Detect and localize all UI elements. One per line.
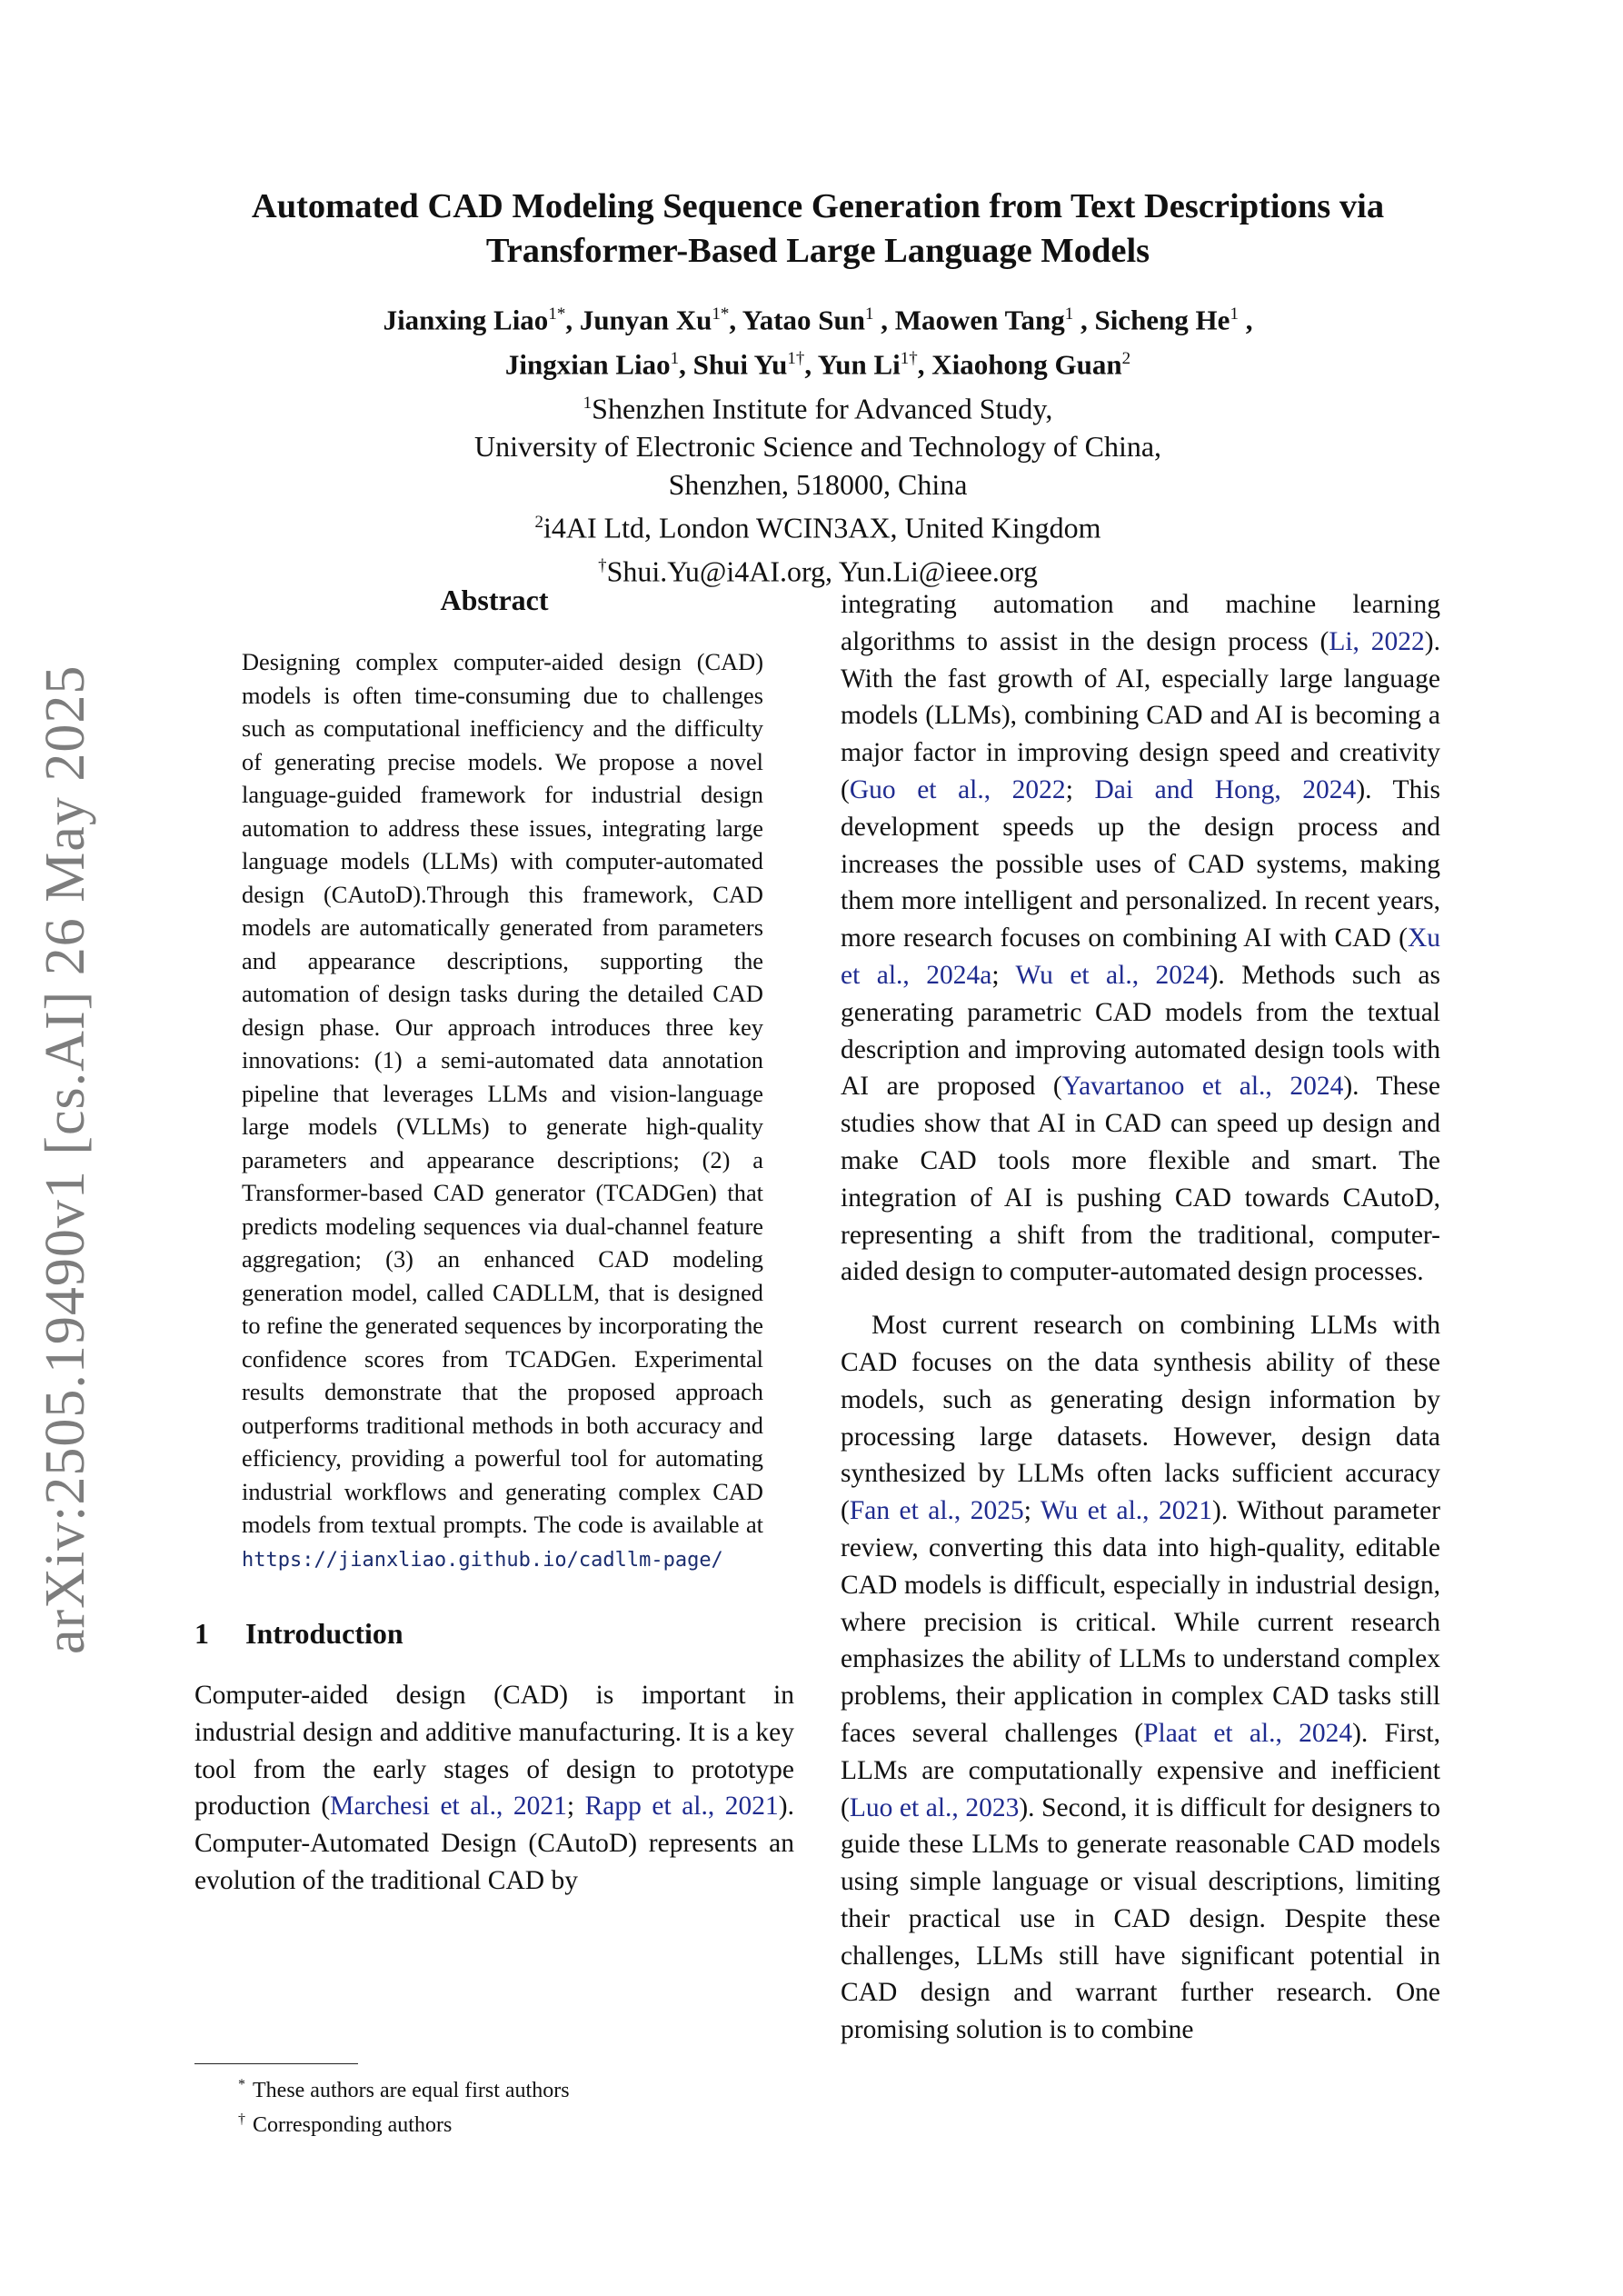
footnote-divider <box>194 2063 358 2064</box>
text-run: ). With the fast growth of AI, especially large language models (LLMs), combining CAD and AI is becoming a major factor in improving design speed and creativity ( <box>841 626 1440 804</box>
author-list <box>182 294 1454 384</box>
author-line-1: Jianxing Liao$^{1*}$, Junyan $Xu^{1*}$, Yatao Sun$^1$ , Maowen Tang$^1$ , Sicheng He$^1$ , <box>383 304 1253 336</box>
citation-link[interactable]: Wu et al., 2024 <box>1015 960 1210 990</box>
footnote-text: These authors are equal first authors <box>253 2079 570 2102</box>
left-column <box>194 582 794 1900</box>
title-line-2: Transformer-Based Large Language Models <box>485 232 1150 270</box>
paper-title <box>182 185 1454 274</box>
text-run: ). This development speeds up the design process and increases the possible uses of CAD systems, making them more intelligent and personalized. In recent years, more research focuses on combining AI with CAD ( <box>841 774 1440 953</box>
footnotes <box>238 2071 570 2140</box>
author-line-2: Jingxian Liao$^1$, Shui $Yu^{1\dagger}$, Yun $Li^{1\dagger}$, Xiaohong Guan$^2$ <box>504 348 1131 381</box>
citation-link[interactable]: Fan et al., 2025 <box>849 1496 1024 1526</box>
citation-separator: ; <box>1065 774 1095 804</box>
citation-link[interactable]: Rapp et al., 2021 <box>584 1792 779 1822</box>
text-run: ). These studies show that AI in CAD can speed up design and make CAD tools more flexible and smart. The integration of AI is pushing CAD towards CAutoD, representing a shift from the traditional, computer-aided design to computer-automated design processes. <box>841 1072 1440 1287</box>
footnote-mark: * <box>238 2077 245 2092</box>
author-name: Xiaohong Guan <box>931 348 1122 381</box>
code-link[interactable]: https://jianxliao.github.io/cadllm-page/ <box>242 1548 723 1572</box>
citation-separator: ; <box>1023 1496 1041 1526</box>
right-column <box>841 586 1440 2049</box>
right-paragraph-2 <box>841 1307 1440 2049</box>
author-name: Shui Yu <box>692 348 788 381</box>
author-name: Yatao Sun <box>742 304 866 336</box>
email-sup: † <box>598 555 607 575</box>
text-run: ). First, LLMs are computationally expensive and inefficient ( <box>841 1718 1440 1822</box>
affil-2-line: i4AI Ltd, London WCIN3AX, United Kingdom <box>543 511 1101 544</box>
author-sup: 1 <box>865 304 874 324</box>
text-run: integrating automation and machine learning algorithms to assist in the design process ( <box>841 590 1440 656</box>
citation-separator: ; <box>566 1792 585 1822</box>
footnote-equal-authors <box>238 2071 570 2105</box>
author-sup: 1* <box>712 304 730 324</box>
citation-link[interactable]: Plaat et al., 2024 <box>1143 1718 1353 1748</box>
citation-link[interactable]: Yavartanoo et al., 2024 <box>1061 1072 1344 1102</box>
footnote-text: Corresponding authors <box>253 2113 453 2137</box>
citation-separator: ; <box>991 960 1016 990</box>
section-title: Introduction <box>245 1617 403 1650</box>
section-heading-introduction <box>194 1615 794 1652</box>
title-line-1: Automated CAD Modeling Sequence Generation from Text Descriptions via <box>251 187 1385 225</box>
citation-link[interactable]: Guo et al., 2022 <box>849 774 1066 804</box>
author-sup: 1 <box>1230 304 1239 324</box>
citation-link[interactable]: Luo et al., 2023 <box>849 1792 1020 1822</box>
author-sup: 1* <box>548 304 566 324</box>
paper-header <box>182 185 1454 591</box>
author-name: Jingxian Liao <box>504 348 671 381</box>
footnote-mark: † <box>238 2111 245 2127</box>
author-name: Jianxing Liao <box>383 304 549 336</box>
affil-1-line-1: Shenzhen Institute for Advanced Study, <box>592 392 1053 425</box>
author-name: Yun Li <box>817 348 901 381</box>
citation-link[interactable]: Li, 2022 <box>1329 626 1425 656</box>
footnote-corresponding <box>238 2105 570 2140</box>
abstract-body: Designing complex computer-aided design (CAD) models is often time-consuming due to challenges such as computational inefficiency and the difficulty of generating precise models. We propose a novel language-guided framework for industrial design automation to address these issues, integrating large language models (LLMs) with computer-automated design (CAutoD).Through this framework, CAD models are automatically generated from parameters and appearance descriptions, supporting the automation of design tasks during the detailed CAD design phase. Our approach introduces three key innovations: (1) a semi-automated data annotation pipeline that leverages LLMs and vision-language large models (VLLMs) to generate high-quality parameters and appearance descriptions; (2) a Transformer-based CAD generator (TCADGen) that predicts modeling sequences via dual-channel feature aggregation; (3) an enhanced CAD modeling generation model, called CADLLM, that is designed to refine the generated sequences by incorporating the confidence scores from TCADGen. Experimental results demonstrate that the proposed approach outperforms traditional methods in both accuracy and efficiency, providing a powerful tool for automating industrial workflows and generating complex CAD models from textual prompts. The code is available at <box>242 648 763 1538</box>
author-sup: 1† <box>787 349 805 369</box>
author-sup: 1 <box>670 349 680 369</box>
abstract-text <box>242 645 763 1577</box>
text-run: ). Second, it is difficult for designers to guide these LLMs to generate reasonable CAD models using simple language or visual descriptions, limiting their practical use in CAD design. Despite these challenges, LLMs still have significant potential in CAD design and warrant further research. One promising solution is to combine <box>841 1792 1440 2045</box>
affil-sup: 1 <box>582 393 592 413</box>
text-run: ). Without parameter review, converting this data into high-quality, editable CAD models is difficult, especially in industrial design, where precision is critical. While current research emphasizes the ability of LLMs to understand complex problems, their application in complex CAD tasks still faces several challenges ( <box>841 1496 1440 1748</box>
citation-link[interactable]: Marchesi et al., 2021 <box>330 1792 567 1822</box>
contact-emails: Shui.Yu@i4AI.org, Yun.Li@ieee.org <box>606 554 1038 588</box>
citation-link[interactable]: Wu et al., 2021 <box>1040 1496 1212 1526</box>
abstract-heading: Abstract <box>440 584 549 616</box>
author-name: Sicheng He <box>1094 304 1230 336</box>
citation-link[interactable]: Dai and Hong, 2024 <box>1094 774 1357 804</box>
citation-link[interactable]: Xu et al., 2024a <box>841 923 1440 990</box>
author-name: Maowen Tang <box>894 304 1065 336</box>
text-run: ). Methods such as generating parametric CAD models from the textual description and improving automated design tools with AI are proposed ( <box>841 960 1440 1102</box>
text-run: Most current research on combining LLMs with CAD focuses on the data synthesis ability of these models, such as generating design information by processing large datasets. However, design data synthesized by LLMs often lacks sufficient accuracy ( <box>841 1311 1440 1526</box>
affil-sup: 2 <box>534 513 543 533</box>
author-sup: 1† <box>900 349 918 369</box>
right-paragraph-1 <box>841 586 1440 1291</box>
author-sup: 2 <box>1121 349 1131 369</box>
text-run: Computer-aided design (CAD) is important in industrial design and additive manufacturing. It is a key tool from the early stages of design to prototype production ( <box>194 1681 794 1822</box>
section-number: 1 <box>194 1617 209 1650</box>
author-name: Junyan Xu <box>579 304 712 336</box>
intro-paragraph-1 <box>194 1677 794 1900</box>
affil-1-line-3: Shenzhen, 518000, China <box>668 468 968 502</box>
affiliations <box>182 384 1454 591</box>
affil-1-line-2: University of Electronic Science and Technology of China, <box>473 430 1162 464</box>
author-sup: 1 <box>1064 304 1074 324</box>
text-run: ). Computer-Automated Design (CAutoD) represents an evolution of the traditional CAD by <box>194 1792 794 1895</box>
arxiv-identifier: arXiv:2505.19490v1 [cs.AI] 26 May 2025 <box>35 664 96 1654</box>
